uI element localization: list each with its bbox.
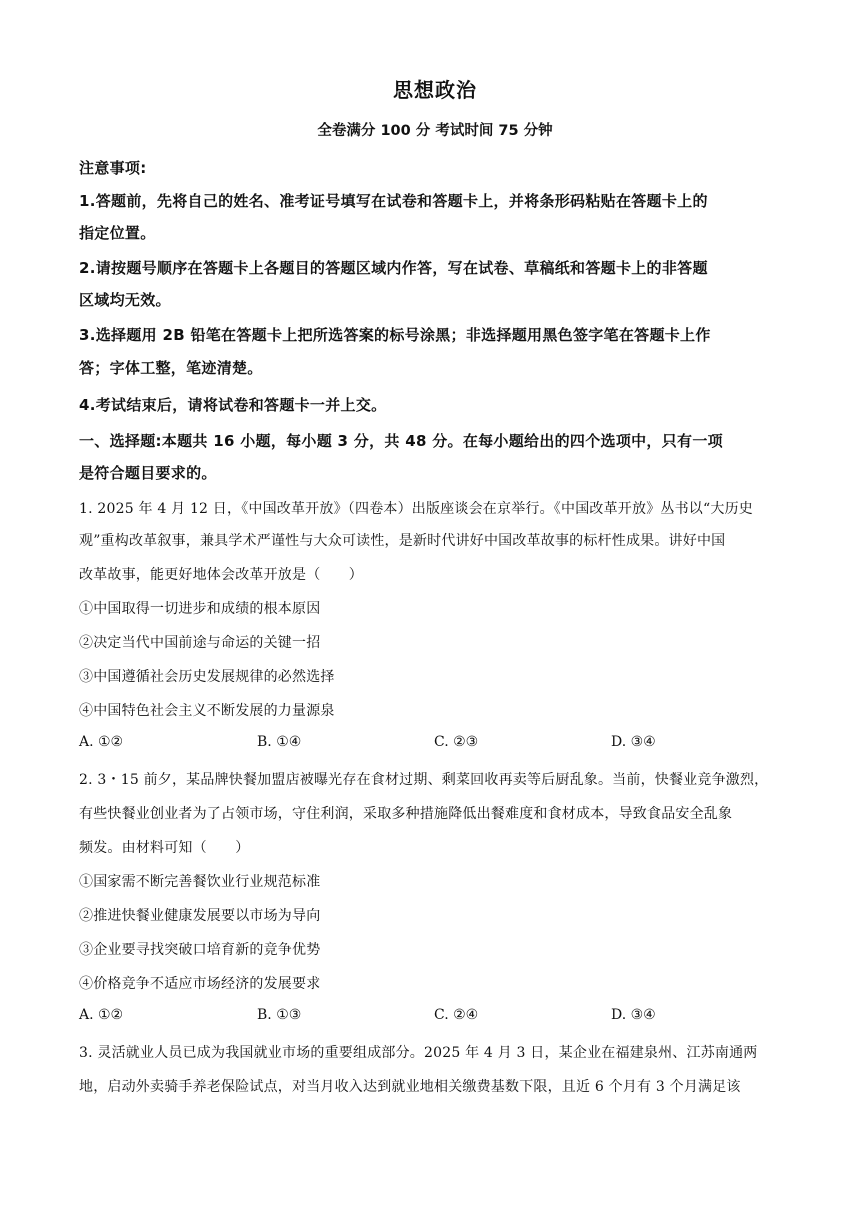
question-3-stem: 地，启动外卖骑手养老保险试点，对当月收入达到就业地相关缴费基数下限，且近 6 个月有 3 个月满足该 (79, 1079, 741, 1095)
question-1-item: ①中国取得一切进步和成绩的根本原因 (79, 601, 321, 617)
question-2-stem: 有些快餐业创业者为了占领市场，守住利润，采取多种措施降低出餐难度和食材成本，导致食品安全乱象 (79, 806, 733, 822)
question-1-item: ②决定当代中国前途与命运的关键一招 (79, 635, 321, 651)
question-1-item: ③中国遵循社会历史发展规律的必然选择 (79, 669, 335, 685)
page-title: 思想政治 (393, 78, 477, 102)
notice-line: 1.答题前，先将自己的姓名、准考证号填写在试卷和答题卡上，并将条形码粘贴在答题卡上的 (79, 192, 708, 210)
question-1-choice-a: A. ①② (79, 734, 124, 750)
question-1-choice-b: B. ①④ (257, 734, 302, 750)
question-2-choice-a: A. ①② (79, 1007, 124, 1023)
question-2-stem: 2. 3・15 前夕，某品牌快餐加盟店被曝光存在食材过期、剩菜回收再卖等后厨乱象。当前，快餐业竞争激烈， (79, 772, 769, 788)
question-2-choice-d: D. ③④ (611, 1007, 656, 1023)
question-1-stem: 观”重构改革叙事，兼具学术严谨性与大众可读性，是新时代讲好中国改革故事的标杆性成果。讲好中国 (79, 533, 726, 549)
notice-line: 答；字体工整，笔迹清楚。 (79, 359, 263, 377)
question-1-stem: 改革故事，能更好地体会改革开放是（ ） (79, 567, 363, 583)
question-1-stem: 1. 2025 年 4 月 12 日，《中国改革开放》（四卷本）出版座谈会在京举行。《中国改革开放》丛书以“大历史 (79, 501, 753, 517)
notice-line: 3.选择题用 2B 铅笔在答题卡上把所选答案的标号涂黑；非选择题用黑色签字笔在答题卡上作 (79, 326, 711, 344)
question-1-choice-d: D. ③④ (611, 734, 656, 750)
notice-line: 区域均无效。 (79, 291, 171, 309)
question-2-item: ④价格竞争不适应市场经济的发展要求 (79, 976, 321, 992)
notice-heading: 注意事项: (79, 159, 147, 177)
notice-line: 指定位置。 (79, 224, 156, 242)
question-3-stem: 3. 灵活就业人员已成为我国就业市场的重要组成部分。2025 年 4 月 3 日，某企业在福建泉州、江苏南通两 (79, 1045, 758, 1061)
question-1-choice-c: C. ②③ (434, 734, 479, 750)
question-1-item: ④中国特色社会主义不断发展的力量源泉 (79, 703, 335, 719)
question-2-stem: 频发。由材料可知（ ） (79, 840, 250, 856)
question-2-choice-b: B. ①③ (257, 1007, 302, 1023)
notice-line: 4.考试结束后，请将试卷和答题卡一并上交。 (79, 396, 387, 414)
exam-info: 全卷满分 100 分 考试时间 75 分钟 (317, 123, 553, 139)
question-2-item: ③企业要寻找突破口培育新的竞争优势 (79, 942, 321, 958)
section-heading: 是符合题目要求的。 (79, 464, 217, 482)
section-heading: 一、选择题:本题共 16 小题，每小题 3 分，共 48 分。在每小题给出的四个选项中，只有一项 (79, 432, 723, 450)
notice-line: 2.请按题号顺序在答题卡上各题目的答题区域内作答，写在试卷、草稿纸和答题卡上的非答题 (79, 259, 708, 277)
question-2-choice-c: C. ②④ (434, 1007, 479, 1023)
question-2-item: ②推进快餐业健康发展要以市场为导向 (79, 908, 321, 924)
question-2-item: ①国家需不断完善餐饮业行业规范标准 (79, 874, 321, 890)
